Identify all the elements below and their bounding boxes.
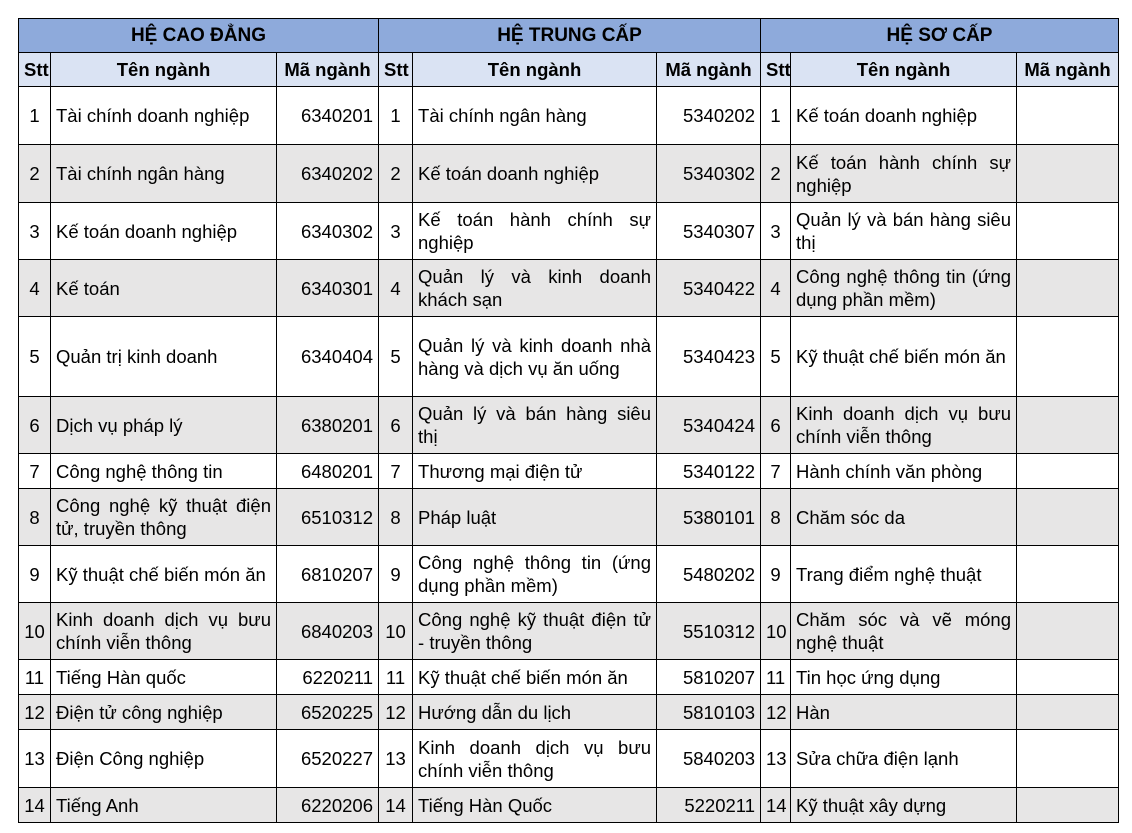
trung-cap-stt-cell: 11 (379, 660, 413, 695)
cao-dang-code-cell: 6340202 (277, 145, 379, 203)
trung-cap-name-cell: Kỹ thuật chế biến món ăn (413, 660, 657, 695)
group-header-so-cap: HỆ SƠ CẤP (761, 19, 1119, 53)
cao-dang-stt-cell: 7 (19, 454, 51, 489)
table-row (19, 260, 1119, 317)
trung-cap-stt-cell: 12 (379, 695, 413, 730)
so-cap-stt-cell: 12 (761, 695, 791, 730)
column-header-name: Tên ngành (413, 53, 657, 87)
so-cap-stt-cell: 7 (761, 454, 791, 489)
cao-dang-code-cell: 6520225 (277, 695, 379, 730)
so-cap-name-cell: Kế toán doanh nghiệp (791, 87, 1017, 145)
trung-cap-code-cell: 5340307 (657, 203, 761, 260)
so-cap-name-cell: Quản lý và bán hàng siêu thị (791, 203, 1017, 260)
so-cap-code-cell (1017, 730, 1119, 788)
cao-dang-name-cell: Điện Công nghiệp (51, 730, 277, 788)
trung-cap-code-cell: 5510312 (657, 603, 761, 660)
column-header-row (19, 53, 1119, 87)
table-row (19, 317, 1119, 397)
table-row (19, 603, 1119, 660)
column-header-stt: Stt (19, 53, 51, 87)
trung-cap-code-cell: 5340423 (657, 317, 761, 397)
cao-dang-code-cell: 6340404 (277, 317, 379, 397)
cao-dang-stt-cell: 4 (19, 260, 51, 317)
trung-cap-stt-cell: 13 (379, 730, 413, 788)
table-row (19, 87, 1119, 145)
so-cap-code-cell (1017, 260, 1119, 317)
trung-cap-code-cell: 5340302 (657, 145, 761, 203)
trung-cap-stt-cell: 3 (379, 203, 413, 260)
cao-dang-stt-cell: 8 (19, 489, 51, 546)
table-row (19, 695, 1119, 730)
cao-dang-name-cell: Quản trị kinh doanh (51, 317, 277, 397)
cao-dang-stt-cell: 10 (19, 603, 51, 660)
trung-cap-code-cell: 5810103 (657, 695, 761, 730)
cao-dang-stt-cell: 11 (19, 660, 51, 695)
cao-dang-name-cell: Kinh doanh dịch vụ bưu chính viễn thông (51, 603, 277, 660)
trung-cap-code-cell: 5220211 (657, 788, 761, 823)
so-cap-name-cell: Chăm sóc và vẽ móng nghệ thuật (791, 603, 1017, 660)
so-cap-code-cell (1017, 87, 1119, 145)
so-cap-stt-cell: 10 (761, 603, 791, 660)
so-cap-name-cell: Kinh doanh dịch vụ bưu chính viễn thông (791, 397, 1017, 454)
column-header-stt: Stt (379, 53, 413, 87)
so-cap-stt-cell: 2 (761, 145, 791, 203)
trung-cap-name-cell: Công nghệ thông tin (ứng dụng phần mềm) (413, 546, 657, 603)
column-header-stt: Stt (761, 53, 791, 87)
so-cap-name-cell: Chăm sóc da (791, 489, 1017, 546)
so-cap-code-cell (1017, 546, 1119, 603)
table-body (19, 87, 1119, 823)
so-cap-code-cell (1017, 145, 1119, 203)
so-cap-code-cell (1017, 660, 1119, 695)
trung-cap-code-cell: 5810207 (657, 660, 761, 695)
cao-dang-stt-cell: 9 (19, 546, 51, 603)
trung-cap-stt-cell: 10 (379, 603, 413, 660)
column-header-name: Tên ngành (791, 53, 1017, 87)
trung-cap-code-cell: 5340424 (657, 397, 761, 454)
trung-cap-code-cell: 5380101 (657, 489, 761, 546)
column-header-name: Tên ngành (51, 53, 277, 87)
cao-dang-stt-cell: 2 (19, 145, 51, 203)
group-header-cao-dang: HỆ CAO ĐẲNG (19, 19, 379, 53)
trung-cap-stt-cell: 7 (379, 454, 413, 489)
table-row (19, 546, 1119, 603)
cao-dang-code-cell: 6840203 (277, 603, 379, 660)
so-cap-name-cell: Kỹ thuật xây dựng (791, 788, 1017, 823)
cao-dang-code-cell: 6340302 (277, 203, 379, 260)
trung-cap-code-cell: 5340202 (657, 87, 761, 145)
table-row (19, 145, 1119, 203)
so-cap-stt-cell: 5 (761, 317, 791, 397)
so-cap-code-cell (1017, 317, 1119, 397)
so-cap-stt-cell: 14 (761, 788, 791, 823)
cao-dang-name-cell: Công nghệ thông tin (51, 454, 277, 489)
cao-dang-name-cell: Công nghệ kỹ thuật điện tử, truyền thông (51, 489, 277, 546)
trung-cap-name-cell: Thương mại điện tử (413, 454, 657, 489)
trung-cap-stt-cell: 5 (379, 317, 413, 397)
trung-cap-name-cell: Công nghệ kỹ thuật điện tử - truyền thông (413, 603, 657, 660)
trung-cap-name-cell: Kinh doanh dịch vụ bưu chính viễn thông (413, 730, 657, 788)
table-row (19, 454, 1119, 489)
trung-cap-stt-cell: 14 (379, 788, 413, 823)
trung-cap-name-cell: Quản lý và kinh doanh nhà hàng và dịch vụ ăn uống (413, 317, 657, 397)
trung-cap-name-cell: Tiếng Hàn Quốc (413, 788, 657, 823)
trung-cap-name-cell: Kế toán hành chính sự nghiệp (413, 203, 657, 260)
cao-dang-code-cell: 6480201 (277, 454, 379, 489)
table-row (19, 203, 1119, 260)
table-row (19, 788, 1119, 823)
trung-cap-stt-cell: 6 (379, 397, 413, 454)
so-cap-name-cell: Công nghệ thông tin (ứng dụng phần mềm) (791, 260, 1017, 317)
cao-dang-stt-cell: 12 (19, 695, 51, 730)
so-cap-name-cell: Kế toán hành chính sự nghiệp (791, 145, 1017, 203)
trung-cap-stt-cell: 8 (379, 489, 413, 546)
cao-dang-stt-cell: 6 (19, 397, 51, 454)
trung-cap-code-cell: 5340122 (657, 454, 761, 489)
column-header-code: Mã ngành (1017, 53, 1119, 87)
trung-cap-name-cell: Tài chính ngân hàng (413, 87, 657, 145)
trung-cap-stt-cell: 9 (379, 546, 413, 603)
cao-dang-name-cell: Tài chính doanh nghiệp (51, 87, 277, 145)
table-row (19, 730, 1119, 788)
cao-dang-name-cell: Tiếng Anh (51, 788, 277, 823)
so-cap-code-cell (1017, 695, 1119, 730)
table-row (19, 489, 1119, 546)
cao-dang-stt-cell: 3 (19, 203, 51, 260)
cao-dang-code-cell: 6510312 (277, 489, 379, 546)
table-row (19, 660, 1119, 695)
so-cap-code-cell (1017, 397, 1119, 454)
cao-dang-name-cell: Kỹ thuật chế biến món ăn (51, 546, 277, 603)
column-header-code: Mã ngành (277, 53, 379, 87)
trung-cap-stt-cell: 4 (379, 260, 413, 317)
so-cap-code-cell (1017, 788, 1119, 823)
trung-cap-name-cell: Kế toán doanh nghiệp (413, 145, 657, 203)
cao-dang-name-cell: Dịch vụ pháp lý (51, 397, 277, 454)
so-cap-code-cell (1017, 489, 1119, 546)
cao-dang-code-cell: 6380201 (277, 397, 379, 454)
trung-cap-code-cell: 5840203 (657, 730, 761, 788)
cao-dang-name-cell: Tiếng Hàn quốc (51, 660, 277, 695)
so-cap-code-cell (1017, 603, 1119, 660)
trung-cap-code-cell: 5340422 (657, 260, 761, 317)
cao-dang-code-cell: 6810207 (277, 546, 379, 603)
so-cap-name-cell: Hành chính văn phòng (791, 454, 1017, 489)
cao-dang-stt-cell: 13 (19, 730, 51, 788)
so-cap-name-cell: Tin học ứng dụng (791, 660, 1017, 695)
cao-dang-code-cell: 6220211 (277, 660, 379, 695)
so-cap-stt-cell: 11 (761, 660, 791, 695)
column-header-code: Mã ngành (657, 53, 761, 87)
cao-dang-name-cell: Kế toán doanh nghiệp (51, 203, 277, 260)
trung-cap-code-cell: 5480202 (657, 546, 761, 603)
cao-dang-name-cell: Điện tử công nghiệp (51, 695, 277, 730)
trung-cap-stt-cell: 2 (379, 145, 413, 203)
so-cap-stt-cell: 13 (761, 730, 791, 788)
so-cap-name-cell: Kỹ thuật chế biến món ăn (791, 317, 1017, 397)
so-cap-stt-cell: 9 (761, 546, 791, 603)
cao-dang-code-cell: 6340301 (277, 260, 379, 317)
trung-cap-name-cell: Quản lý và bán hàng siêu thị (413, 397, 657, 454)
trung-cap-stt-cell: 1 (379, 87, 413, 145)
majors-table (18, 18, 1119, 823)
so-cap-stt-cell: 3 (761, 203, 791, 260)
cao-dang-name-cell: Kế toán (51, 260, 277, 317)
so-cap-code-cell (1017, 454, 1119, 489)
so-cap-name-cell: Sửa chữa điện lạnh (791, 730, 1017, 788)
group-header-trung-cap: HỆ TRUNG CẤP (379, 19, 761, 53)
cao-dang-stt-cell: 5 (19, 317, 51, 397)
cao-dang-code-cell: 6220206 (277, 788, 379, 823)
trung-cap-name-cell: Hướng dẫn du lịch (413, 695, 657, 730)
so-cap-name-cell: Hàn (791, 695, 1017, 730)
cao-dang-name-cell: Tài chính ngân hàng (51, 145, 277, 203)
so-cap-stt-cell: 8 (761, 489, 791, 546)
table-row (19, 397, 1119, 454)
so-cap-name-cell: Trang điểm nghệ thuật (791, 546, 1017, 603)
cao-dang-code-cell: 6520227 (277, 730, 379, 788)
cao-dang-code-cell: 6340201 (277, 87, 379, 145)
trung-cap-name-cell: Quản lý và kinh doanh khách sạn (413, 260, 657, 317)
table-header (19, 19, 1119, 87)
so-cap-stt-cell: 1 (761, 87, 791, 145)
cao-dang-stt-cell: 1 (19, 87, 51, 145)
so-cap-stt-cell: 6 (761, 397, 791, 454)
so-cap-code-cell (1017, 203, 1119, 260)
group-header-row (19, 19, 1119, 53)
so-cap-stt-cell: 4 (761, 260, 791, 317)
cao-dang-stt-cell: 14 (19, 788, 51, 823)
trung-cap-name-cell: Pháp luật (413, 489, 657, 546)
